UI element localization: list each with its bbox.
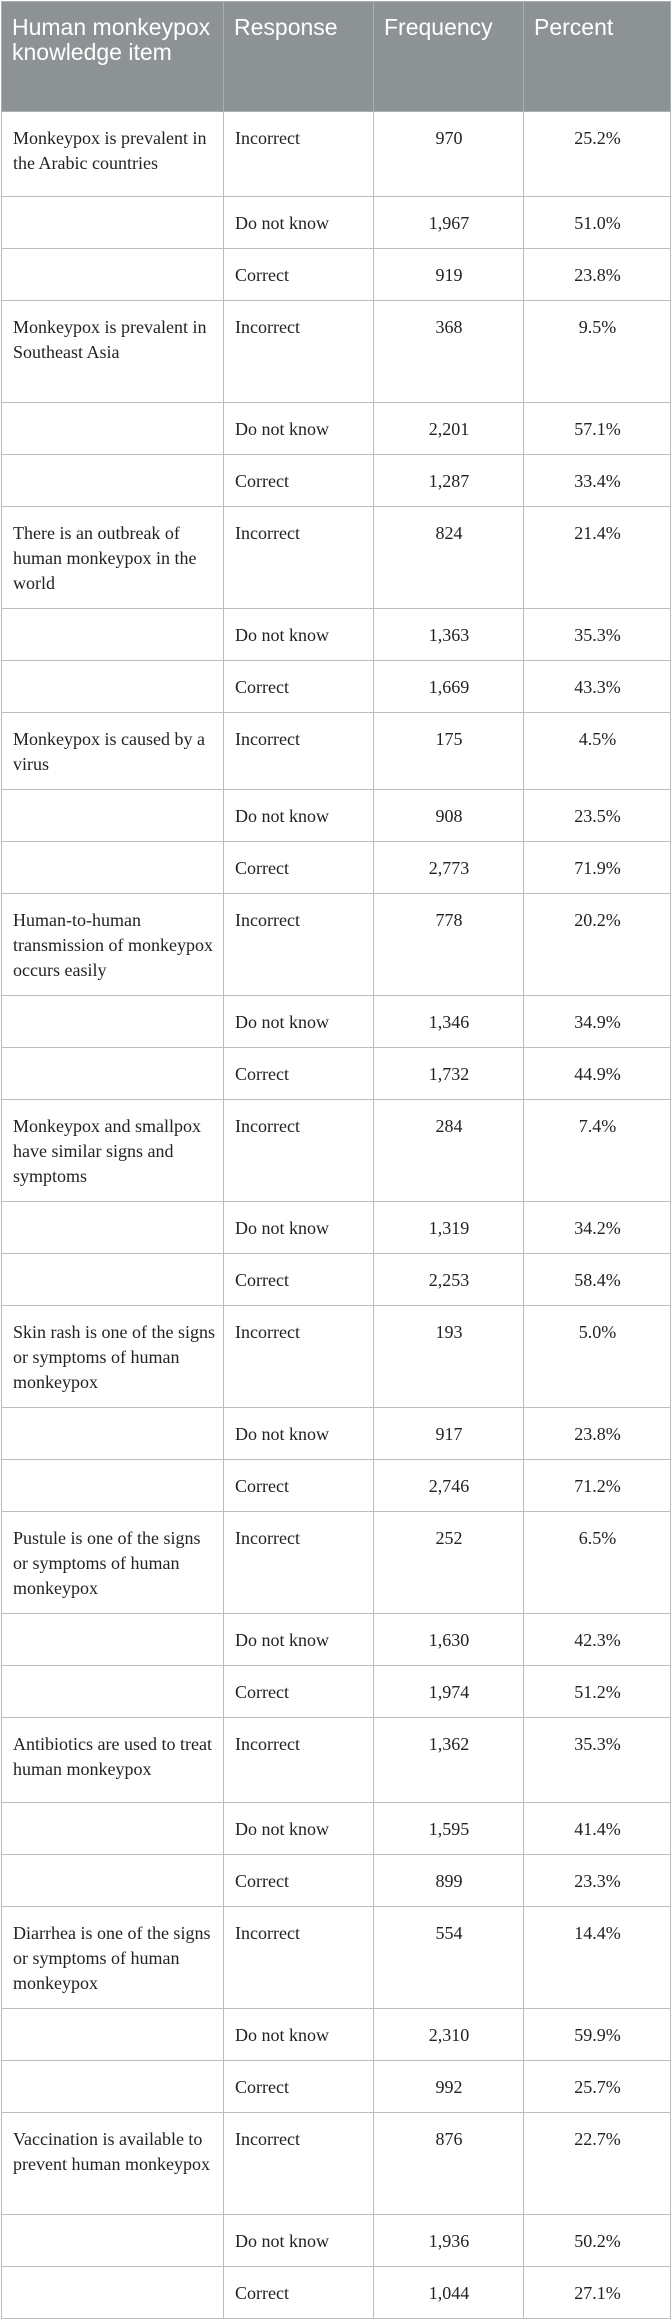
row-frequency: 919 — [374, 249, 524, 301]
table-row — [2, 2009, 671, 2061]
row-knowledge-item: Diarrhea is one of the signs or symptoms of human monkeypox — [2, 1907, 224, 2009]
row-response: Do not know — [224, 2215, 374, 2267]
table-row — [2, 1512, 671, 1614]
header-row — [2, 2, 671, 112]
row-response: Do not know — [224, 609, 374, 661]
row-frequency: 1,669 — [374, 661, 524, 713]
table-row — [2, 1202, 671, 1254]
row-response: Incorrect — [224, 1100, 374, 1202]
row-knowledge-item — [2, 1855, 224, 1907]
table-row — [2, 301, 671, 403]
row-frequency: 368 — [374, 301, 524, 403]
row-knowledge-item — [2, 609, 224, 661]
row-response: Do not know — [224, 790, 374, 842]
row-percent: 42.3% — [524, 1614, 671, 1666]
table-row — [2, 249, 671, 301]
row-response: Correct — [224, 1048, 374, 1100]
row-knowledge-item — [2, 1666, 224, 1718]
row-response: Correct — [224, 455, 374, 507]
row-frequency: 1,732 — [374, 1048, 524, 1100]
row-knowledge-item: Vaccination is available to prevent human monkeypox — [2, 2113, 224, 2215]
row-response: Do not know — [224, 197, 374, 249]
table-row — [2, 455, 671, 507]
row-frequency: 2,253 — [374, 1254, 524, 1306]
row-knowledge-item: Pustule is one of the signs or symptoms of human monkeypox — [2, 1512, 224, 1614]
row-response: Incorrect — [224, 894, 374, 996]
header-knowledge-item: Human monkeypox knowledge item — [2, 2, 224, 112]
row-frequency: 1,595 — [374, 1803, 524, 1855]
row-response: Correct — [224, 249, 374, 301]
row-frequency: 824 — [374, 507, 524, 609]
row-response: Incorrect — [224, 507, 374, 609]
table-header — [2, 2, 671, 112]
row-knowledge-item: Monkeypox is caused by a virus — [2, 713, 224, 790]
table-row — [2, 1460, 671, 1512]
row-response: Do not know — [224, 996, 374, 1048]
table-row — [2, 790, 671, 842]
row-knowledge-item — [2, 403, 224, 455]
row-frequency: 970 — [374, 112, 524, 197]
row-response: Correct — [224, 842, 374, 894]
row-percent: 25.2% — [524, 112, 671, 197]
row-response: Incorrect — [224, 1718, 374, 1803]
table-row — [2, 1803, 671, 1855]
row-response: Incorrect — [224, 2113, 374, 2215]
row-frequency: 175 — [374, 713, 524, 790]
row-percent: 23.8% — [524, 249, 671, 301]
table-row — [2, 1718, 671, 1803]
row-knowledge-item — [2, 1202, 224, 1254]
row-frequency: 2,201 — [374, 403, 524, 455]
row-frequency: 1,363 — [374, 609, 524, 661]
row-knowledge-item — [2, 455, 224, 507]
row-response: Correct — [224, 1666, 374, 1718]
row-frequency: 917 — [374, 1408, 524, 1460]
row-knowledge-item: Monkeypox is prevalent in the Arabic countries — [2, 112, 224, 197]
header-frequency: Frequency — [374, 2, 524, 112]
row-percent: 20.2% — [524, 894, 671, 996]
row-percent: 34.2% — [524, 1202, 671, 1254]
row-frequency: 252 — [374, 1512, 524, 1614]
row-response: Do not know — [224, 1614, 374, 1666]
row-percent: 23.5% — [524, 790, 671, 842]
row-knowledge-item: Monkeypox is prevalent in Southeast Asia — [2, 301, 224, 403]
row-frequency: 1,346 — [374, 996, 524, 1048]
row-percent: 6.5% — [524, 1512, 671, 1614]
row-knowledge-item — [2, 2009, 224, 2061]
knowledge-table — [1, 1, 671, 2319]
table-row — [2, 2061, 671, 2113]
row-knowledge-item — [2, 1460, 224, 1512]
row-frequency: 554 — [374, 1907, 524, 2009]
row-knowledge-item — [2, 842, 224, 894]
row-knowledge-item — [2, 1408, 224, 1460]
row-percent: 35.3% — [524, 1718, 671, 1803]
table-row — [2, 1614, 671, 1666]
row-frequency: 193 — [374, 1306, 524, 1408]
row-frequency: 908 — [374, 790, 524, 842]
row-frequency: 2,746 — [374, 1460, 524, 1512]
table-row — [2, 2113, 671, 2215]
row-response: Do not know — [224, 1408, 374, 1460]
row-frequency: 1,319 — [374, 1202, 524, 1254]
row-knowledge-item — [2, 1803, 224, 1855]
row-percent: 51.2% — [524, 1666, 671, 1718]
table-row — [2, 403, 671, 455]
row-knowledge-item: There is an outbreak of human monkeypox in the world — [2, 507, 224, 609]
row-knowledge-item — [2, 996, 224, 1048]
row-percent: 35.3% — [524, 609, 671, 661]
table-row — [2, 996, 671, 1048]
row-frequency: 1,936 — [374, 2215, 524, 2267]
row-percent: 14.4% — [524, 1907, 671, 2009]
row-knowledge-item — [2, 661, 224, 713]
row-knowledge-item: Skin rash is one of the signs or symptoms of human monkeypox — [2, 1306, 224, 1408]
header-response: Response — [224, 2, 374, 112]
table-row — [2, 1306, 671, 1408]
table-row — [2, 1666, 671, 1718]
row-response: Incorrect — [224, 301, 374, 403]
row-percent: 23.3% — [524, 1855, 671, 1907]
row-frequency: 2,773 — [374, 842, 524, 894]
row-response: Do not know — [224, 403, 374, 455]
table-row — [2, 1907, 671, 2009]
row-percent: 43.3% — [524, 661, 671, 713]
row-percent: 50.2% — [524, 2215, 671, 2267]
row-percent: 41.4% — [524, 1803, 671, 1855]
table-row — [2, 1855, 671, 1907]
row-frequency: 778 — [374, 894, 524, 996]
row-response: Correct — [224, 1254, 374, 1306]
table-row — [2, 2267, 671, 2319]
row-percent: 34.9% — [524, 996, 671, 1048]
header-percent: Percent — [524, 2, 671, 112]
row-response: Incorrect — [224, 713, 374, 790]
table-body — [2, 112, 671, 2319]
row-knowledge-item — [2, 249, 224, 301]
table-row — [2, 507, 671, 609]
table-row — [2, 842, 671, 894]
row-frequency: 899 — [374, 1855, 524, 1907]
row-response: Incorrect — [224, 1907, 374, 2009]
table-row — [2, 1408, 671, 1460]
table-row — [2, 894, 671, 996]
row-percent: 71.2% — [524, 1460, 671, 1512]
table-row — [2, 2215, 671, 2267]
row-response: Do not know — [224, 1803, 374, 1855]
row-response: Do not know — [224, 2009, 374, 2061]
row-frequency: 1,044 — [374, 2267, 524, 2319]
row-percent: 22.7% — [524, 2113, 671, 2215]
table-row — [2, 1048, 671, 1100]
row-response: Correct — [224, 2061, 374, 2113]
row-response: Correct — [224, 1855, 374, 1907]
row-knowledge-item — [2, 2215, 224, 2267]
row-frequency: 2,310 — [374, 2009, 524, 2061]
row-frequency: 876 — [374, 2113, 524, 2215]
row-percent: 4.5% — [524, 713, 671, 790]
row-response: Correct — [224, 2267, 374, 2319]
table-row — [2, 713, 671, 790]
row-knowledge-item — [2, 2267, 224, 2319]
row-response: Incorrect — [224, 112, 374, 197]
row-response: Correct — [224, 1460, 374, 1512]
row-frequency: 1,967 — [374, 197, 524, 249]
row-percent: 51.0% — [524, 197, 671, 249]
row-knowledge-item: Human-to-human transmission of monkeypox occurs easily — [2, 894, 224, 996]
row-frequency: 284 — [374, 1100, 524, 1202]
table-row — [2, 661, 671, 713]
row-percent: 25.7% — [524, 2061, 671, 2113]
table-row — [2, 197, 671, 249]
table-row — [2, 1100, 671, 1202]
row-percent: 59.9% — [524, 2009, 671, 2061]
row-percent: 33.4% — [524, 455, 671, 507]
row-knowledge-item — [2, 1614, 224, 1666]
row-percent: 58.4% — [524, 1254, 671, 1306]
row-knowledge-item: Antibiotics are used to treat human monkeypox — [2, 1718, 224, 1803]
row-response: Do not know — [224, 1202, 374, 1254]
row-knowledge-item — [2, 1254, 224, 1306]
row-percent: 57.1% — [524, 403, 671, 455]
row-response: Incorrect — [224, 1306, 374, 1408]
row-knowledge-item — [2, 197, 224, 249]
row-frequency: 1,630 — [374, 1614, 524, 1666]
row-percent: 71.9% — [524, 842, 671, 894]
row-frequency: 1,362 — [374, 1718, 524, 1803]
row-percent: 44.9% — [524, 1048, 671, 1100]
row-percent: 21.4% — [524, 507, 671, 609]
row-percent: 23.8% — [524, 1408, 671, 1460]
row-percent: 7.4% — [524, 1100, 671, 1202]
row-response: Incorrect — [224, 1512, 374, 1614]
row-percent: 9.5% — [524, 301, 671, 403]
table-row — [2, 1254, 671, 1306]
row-frequency: 1,287 — [374, 455, 524, 507]
row-percent: 27.1% — [524, 2267, 671, 2319]
row-response: Correct — [224, 661, 374, 713]
table-row — [2, 609, 671, 661]
table-row — [2, 112, 671, 197]
row-knowledge-item: Monkeypox and smallpox have similar signs and symptoms — [2, 1100, 224, 1202]
row-percent: 5.0% — [524, 1306, 671, 1408]
row-frequency: 992 — [374, 2061, 524, 2113]
row-frequency: 1,974 — [374, 1666, 524, 1718]
row-knowledge-item — [2, 2061, 224, 2113]
row-knowledge-item — [2, 1048, 224, 1100]
row-knowledge-item — [2, 790, 224, 842]
